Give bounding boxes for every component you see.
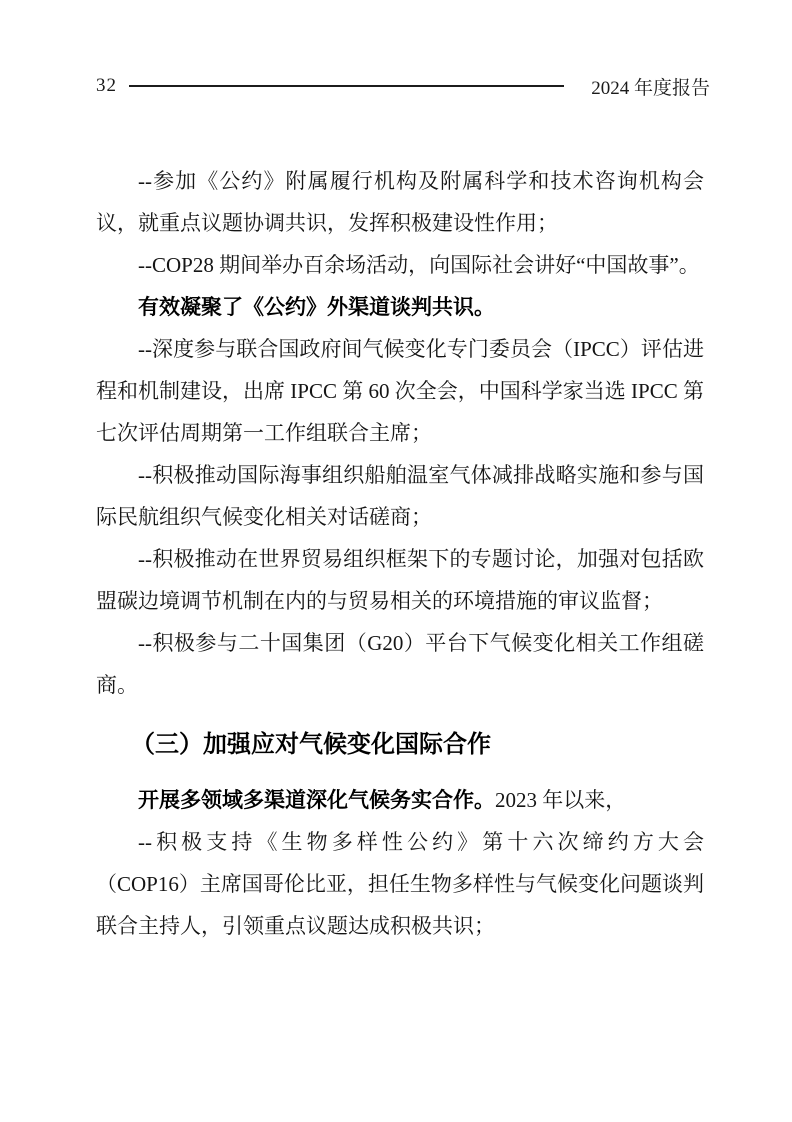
paragraph-convention-bodies [96,160,704,244]
paragraph-text: --积极推动国际海事组织船舶温室气体减排战略实施和参与国际民航组织气候变化相关对话磋商； [96,463,704,529]
paragraph-cooperation-lead [96,779,704,821]
paragraph-text: 2023 年以来， [495,788,627,812]
section-heading: （三）加强应对气候变化国际合作 [131,731,491,758]
paragraph-cop28 [96,244,704,286]
page-number: 32 [96,75,117,96]
paragraph-bold-lead: 开展多领域多渠道深化气候务实合作。 [138,788,495,812]
paragraph-g20 [96,622,704,706]
paragraph-text: --参加《公约》附属履行机构及附属科学和技术咨询机构会议，就重点议题协调共识，发挥积极建设性作用； [96,169,704,235]
paragraph-lead-outside-channels [96,286,704,328]
report-title: 2024 年度报告 [591,77,710,99]
page-header [96,70,710,102]
paragraph-text: --积极参与二十国集团（G20）平台下气候变化相关工作组磋商。 [96,631,704,697]
paragraph-bold-lead: 有效凝聚了《公约》外渠道谈判共识。 [138,295,495,319]
paragraph-wto [96,538,704,622]
document-body [96,160,704,947]
paragraph-ipcc [96,328,704,454]
paragraph-imo-icao [96,454,704,538]
paragraph-text: --COP28 期间举办百余场活动，向国际社会讲好“中国故事”。 [138,253,700,277]
paragraph-text: --积极推动在世界贸易组织框架下的专题讨论，加强对包括欧盟碳边境调节机制在内的与贸易相关的环境措施的审议监督； [96,547,704,613]
paragraph-text: --深度参与联合国政府间气候变化专门委员会（IPCC）评估进程和机制建设，出席 IPCC 第 60 次全会，中国科学家当选 IPCC 第七次评估周期第一工作组联合主席； [96,337,704,445]
header-rule [129,85,564,87]
paragraph-cop16 [96,821,704,947]
paragraph-text: --积极支持《生物多样性公约》第十六次缔约方大会（COP16）主席国哥伦比亚，担任生物多样性与气候变化问题谈判联合主持人，引领重点议题达成积极共识； [96,830,704,938]
